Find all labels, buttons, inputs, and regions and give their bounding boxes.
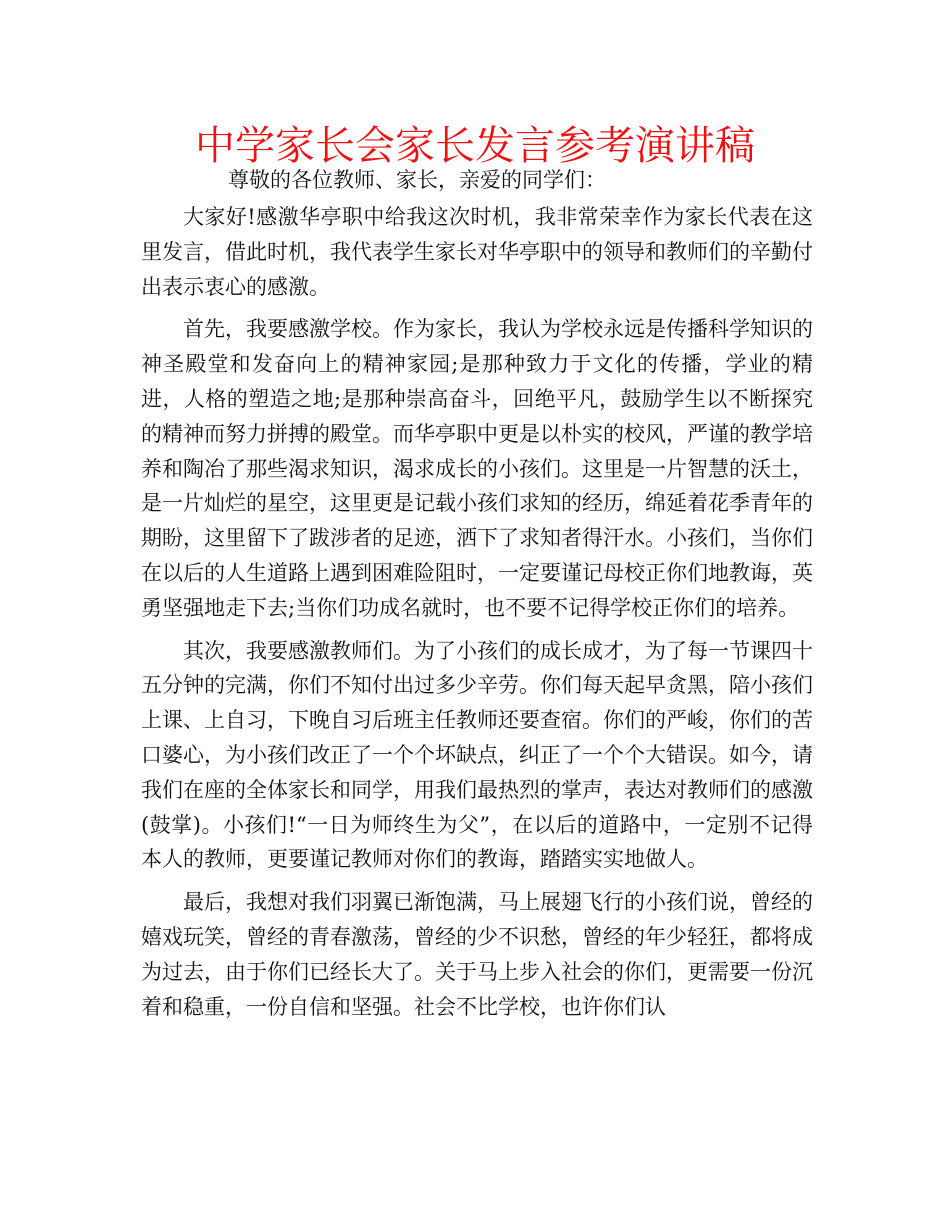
paragraph-thanks-school: 首先，我要感激学校。作为家长，我认为学校永远是传播科学知识的神圣殿堂和发奋向上的精神家园;是那种致力于文化的传播，学业的精进，人格的塑造之地;是那种崇高奋斗，回绝平凡，鼓励学生以不断探究的精神而努力拼搏的殿堂。而华亭职中更是以朴实的校风，严谨的教学培养和陶冶了那些渴求知识，渴求成长的小孩们。这里是一片智慧的沃土，是一片灿烂的星空，这里更是记载小孩们求知的经历，绵延着花季青年的期盼，这里留下了跋涉者的足迹，洒下了求知者得汗水。小孩们，当你们在以后的人生道路上遇到困难险阻时，一定要谨记母校正你们地教诲，英勇坚强地走下去;当你们功成名就时，也不要不记得学校正你们的培养。 bbox=[141, 317, 813, 620]
paragraph-closing: 最后，我想对我们羽翼已渐饱满，马上展翅飞行的小孩们说，曾经的嬉戏玩笑，曾经的青春激荡，曾经的少不识愁，曾经的年少轻狂，都将成为过去，由于你们已经长大了。关于马上步入社会的你们，更需要一份沉着和稳重，一份自信和坚强。社会不比学校，也许你们认 bbox=[141, 890, 813, 1019]
document-title: 中学家长会家长发言参考演讲稿 bbox=[195, 123, 755, 169]
greeting-line: 尊敬的各位教师、家长，亲爱的同学们： bbox=[228, 168, 606, 192]
paragraph-opening: 大家好!感激华亭职中给我这次时机，我非常荣幸作为家长代表在这里发言，借此时机，我代表学生家长对华亭职中的领导和教师们的辛勤付出表示衷心的感激。 bbox=[141, 205, 813, 299]
paragraph-thanks-teachers: 其次，我要感激教师们。为了小孩们的成长成才，为了每一节课四十五分钟的完满，你们不知付出过多少辛劳。你们每天起早贪黑，陪小孩们上课、上自习，下晚自习后班主任教师还要查宿。你们的严峻，你们的苦口婆心，为小孩们改正了一个个坏缺点，纠正了一个个大错误。如今，请我们在座的全体家长和同学，用我们最热烈的掌声，表达对教师们的感激(鼓掌)。小孩们!“一日为师终生为父”，在以后的道路中，一定别不记得本人的教师，更要谨记教师对你们的教诲，踏踏实实地做人。 bbox=[141, 638, 813, 872]
document-body bbox=[141, 164, 813, 1032]
